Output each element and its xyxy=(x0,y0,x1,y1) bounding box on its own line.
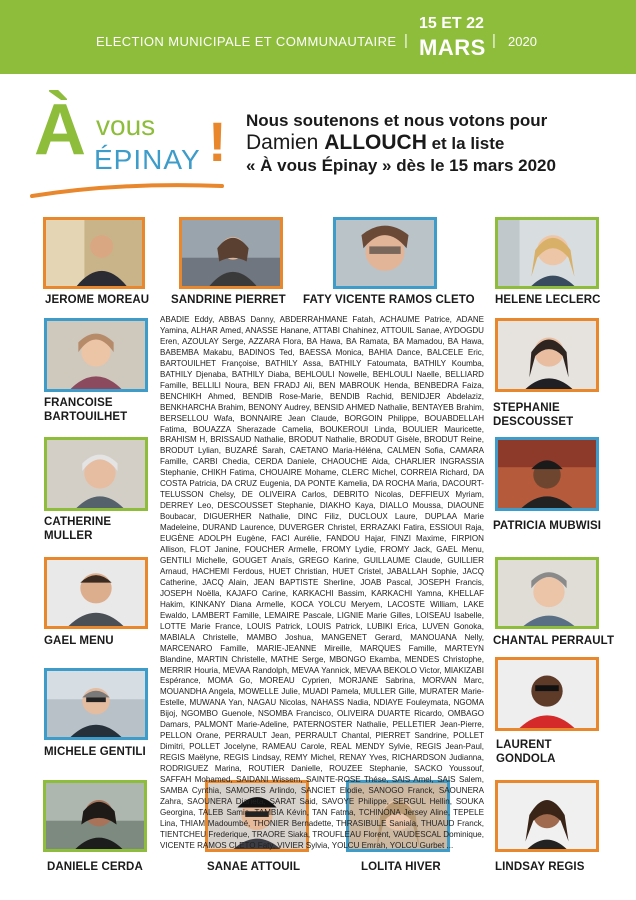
portrait-photo xyxy=(495,217,599,289)
person-name xyxy=(496,738,576,766)
portrait-photo xyxy=(495,557,599,629)
headline-line2-prefix: Damien xyxy=(246,131,325,154)
portrait-photo xyxy=(495,780,599,852)
person-name: HELENE LECLERC xyxy=(495,294,601,306)
person-name-text: STEPHANIE DESCOUSSET xyxy=(493,402,574,428)
portrait-photo xyxy=(495,437,599,511)
headline xyxy=(246,110,626,177)
headline-line1: Nous soutenons et nous votons pour xyxy=(246,111,548,130)
person-name: CHANTAL PERRAULT xyxy=(493,635,615,647)
headline-line2 xyxy=(246,132,626,155)
banner-separator: | xyxy=(404,32,408,49)
logo-exclamation: ! xyxy=(208,110,227,173)
person-name: DANIELE CERDA xyxy=(47,861,143,873)
person-name: GAEL MENU xyxy=(44,635,114,647)
person-name: SANAE ATTOUIL xyxy=(207,861,301,873)
person-name: MICHELE GENTILI xyxy=(44,746,146,758)
portrait-photo xyxy=(44,437,148,511)
logo-vous: vous xyxy=(96,110,156,141)
supporters-list: ABADIE Eddy, ABBAS Danny, ABDERRAHMANE Fatah, ACHAUME Patrice, ADANE Yamina, ALHAR Amed, ANASSE Hanane, ATTABI Chahinez, ATTOUIL Sanae, AYDOGDU Eren, AZOULAY Serge, AZZARA Flora, BA Hawa, BA Ramata, BA Mamadou, BA Hawa, BABEMBA Makabu, BADINOS Ted, BAESSA Monica, BAHIA Dance, BALCELE Eric, BARTOUILHET Françoise, BATHILY Assa, BATHILY Fatoumata, BATHILY Koumba, BATHILY Djenaba, BATHILY Diaba, BEHLOULI Nowelle, BEHLOULI Naelle, BELLIARD Famille, BELLILI Noura, BEN FRADJ Ali, BEN MABROUK Henda, BENBEDRA Faiza, BENCHIKH Ahmed, BENDIB Rose-Marie, BENDIB Rachid, BENIDJER Abdelaziz, BENKHARCHA Brahim, BENONY Audrey, BENSID AHMED Nathalie, BENTAYEB Brahim, BERSELLOU Wafa, BONNAIRE Jean Claude, BORGOIN Philippe, BOUABDELLAH Fatima, BOUAZZA Sherazade Camelia, BOUKEROUI Linda, BOULIER Mauricette, BRAHISM H, BRISSAUD Nathalie, BRODUT Nathalie, BRODUT Gisèle, BRODUT Reine, BRODUT Lylian, BUZARÉ Sarah, CAETANO Maria-Héléna, CALMEN Sofia, CAMARA Famille, CARBI Chedia, CERDA Daniele, CHAOUCHE Aida, CHARLIER INGRASSIA Stephanie, CHIKH Fatima, CHOUAIRE Mohame, CLERC Michel, CORREIA Richard, DA COSTA Patricia, DA CRUZ Eugenia, DA PONTE Kamelia, DA ROCHA Maria, DACOURT-TELUSSON Chelsy, DE OLIVEIRA Carlos, DEBRITO Nicolas, DEFFIEUX Myriam, DERREY Leo, DESCOUSSET Stephanie, DIAKHO Kaya, DIALLO Moussa, DIAOUNE Boubacar, DIGUERHER Nathalie, DINC Filiz, DUCLOUX Laure, DUPLAA Marie Madeleine, DURAND Laurence, DUVERGER Christel, ERRAZAKI Fatira, ESSIOUI Raja, EUGÈNE ADOLPH Eugène, FACI Aurélie, FANDOU Hajar, FINZI Maxime, FIRPION Allison, FLOT Janine, FOUCHER Armelle, FROMY Lydie, FROMY Jack, GAEL Menu, GENTILI Michelle, GOUGET Anaïs, GREGO Karine, GUILLAUME Claude, GUILLIER Arnaud, HACHEMI Ferdous, HUET Christian, HUET Cristel, JABALLAH Sophie, JACQ Catherine, JACQ Alain, JEAN BAPTISTE Sherline, JOAB Pascal, JOSEPH Francis, JOSEPH Noëlla, KAJAFO Carine, KARKACHI Bassim, KARKACHI Yamna, KHELLAF Hakim, KINKANY Diana Armelle, KOCA YOLCU Meryem, LACOSTE William, LAKE Ewaldo, LAMBERT Famille, LEMAIRE Pascale, LIGNIE Marie Gilles, LOISEAU Isabelle, LOTTE Marie France, LOUIS Patrick, LOUIS Patrick, LUBIKI Erica, LUVEN Gonoka, MABIALA Christelle, MAMBO Joshua, MANGENET Gerard, MANOUANA Nelly, MARCENARO Famille, MARIE-JEANNE Mireille, MARQUES Famille, MARTEYN Blandine, MARTIN Christelle, MATHE Serge, MBONGO Ekamba, MENDES Christophe, MERRIR Houria, MEVAA Randolph, MEVAA Yannick, MEVAA BEKOLO Victor, MIAKIZABI Espérance, MOMA Go, MOREAU Cyprien, MORJANE Sabrina, MORVAN Marc, MOUANDHA Angela, MOWELLE Julie, MUADI Pamela, MULLER Gille, MURATER Marie-Estelle, MUWANA Yan, NAGAU Nicolas, NAHASS Nadia, NDIAYE Fouleymata, NGOMA Bijoj, NGOMBO Guenole, NSOMBA Francisco, OLIVEIRA DUARTE Ricardo, OMBAGO Damars, PALMONT Marie-Adeline, PATERNOSTER Nathalie, PELLETIER Jean-Pierre, PELLON Orane, PERRAULT Jean, PERRAULT Chantal, PIERRET Sandrine, POLLET Dimitri, POLLET Jocelyne, RAMEAU Carole, REAL MENDY Sylvie, REGIS Jean-Paul, REGIS Maëlyne, REGIS Lindsay, REMY Michel, RENAY Yves, RICHARDSON Judianna, RODRIGUEZ Marina, ROUTIER Danielle, ROUZEE Stephanie, SACKO Youssouf, SAFFAH Mohamed, SAIDANI Wissem, SAINTE-ROSE Thése, SAIS Amel, SAIS Salem, SAMBA Cynthia, SAMORES Arlindo, SANCIET Elodie, SANOGO Franck, SAOUNERA Zahra, SAOUNERA Diarieta, SARAT Said, SAVOYE Philippe, SERGUL Hellin, SOUKA Georgina, TALEB Samia, TAMBIA Kévin, TAN Fatma, TCHINONA Jersey Aline, TEPELE Lina, THIAM Madoumbé, THONIER Bernadette, THRASIBULE Saniala, THUAUD Franck, TIENTCHEU Frederique, TRAORE Siaka, TROUFLEAU Florent, VAUDESCAL Dominique, VICENTE RAMOS CLETO Faty, VIVIER Sylvia, YOLCU Emrah, YOLCU Gurbet ... xyxy=(160,315,484,850)
logo-epinay: ÉPINAY xyxy=(94,144,201,175)
portrait-photo xyxy=(333,217,437,289)
person-name xyxy=(493,401,583,429)
person-name xyxy=(44,396,134,424)
banner-dates-line2: MARS xyxy=(419,35,486,60)
banner-year: 2020 xyxy=(508,34,537,49)
headline-line3: « À vous Épinay » dès le 15 mars 2020 xyxy=(246,156,556,175)
headline-candidate-name: ALLOUCH xyxy=(324,131,427,154)
portrait-photo xyxy=(43,217,145,289)
person-name: LINDSAY REGIS xyxy=(495,861,585,873)
portrait-photo xyxy=(44,557,148,629)
headline-line2-suffix: et la liste xyxy=(426,134,505,153)
person-name xyxy=(44,515,124,543)
banner-separator-2: | xyxy=(492,32,496,49)
banner-dates-line1: 15 ET 22 xyxy=(419,15,484,32)
person-name: SANDRINE PIERRET xyxy=(171,294,286,306)
banner-title: ELECTION MUNICIPALE ET COMMUNAUTAIRE xyxy=(96,34,397,49)
portrait-photo xyxy=(44,668,148,740)
person-name-text: FRANCOISE BARTOUILHET xyxy=(44,397,128,423)
person-name-text: LAURENT GONDOLA xyxy=(496,739,556,765)
person-name: FATY VICENTE RAMOS CLETO xyxy=(303,294,475,306)
portrait-photo xyxy=(44,318,148,392)
a-vous-epinay-logo xyxy=(30,82,230,212)
person-name: PATRICIA MUBWISI xyxy=(493,520,602,532)
portrait-photo xyxy=(179,217,283,289)
portrait-photo xyxy=(495,318,599,392)
person-name-text: CATHERINE MULLER xyxy=(44,516,112,542)
logo-a: À xyxy=(34,90,86,170)
portrait-photo xyxy=(43,780,147,852)
person-name: LOLITA HIVER xyxy=(361,861,441,873)
person-name: JEROME MOREAU xyxy=(45,294,150,306)
top-banner xyxy=(0,0,636,74)
portrait-photo xyxy=(495,657,599,731)
logo-swoosh-icon xyxy=(30,178,225,200)
